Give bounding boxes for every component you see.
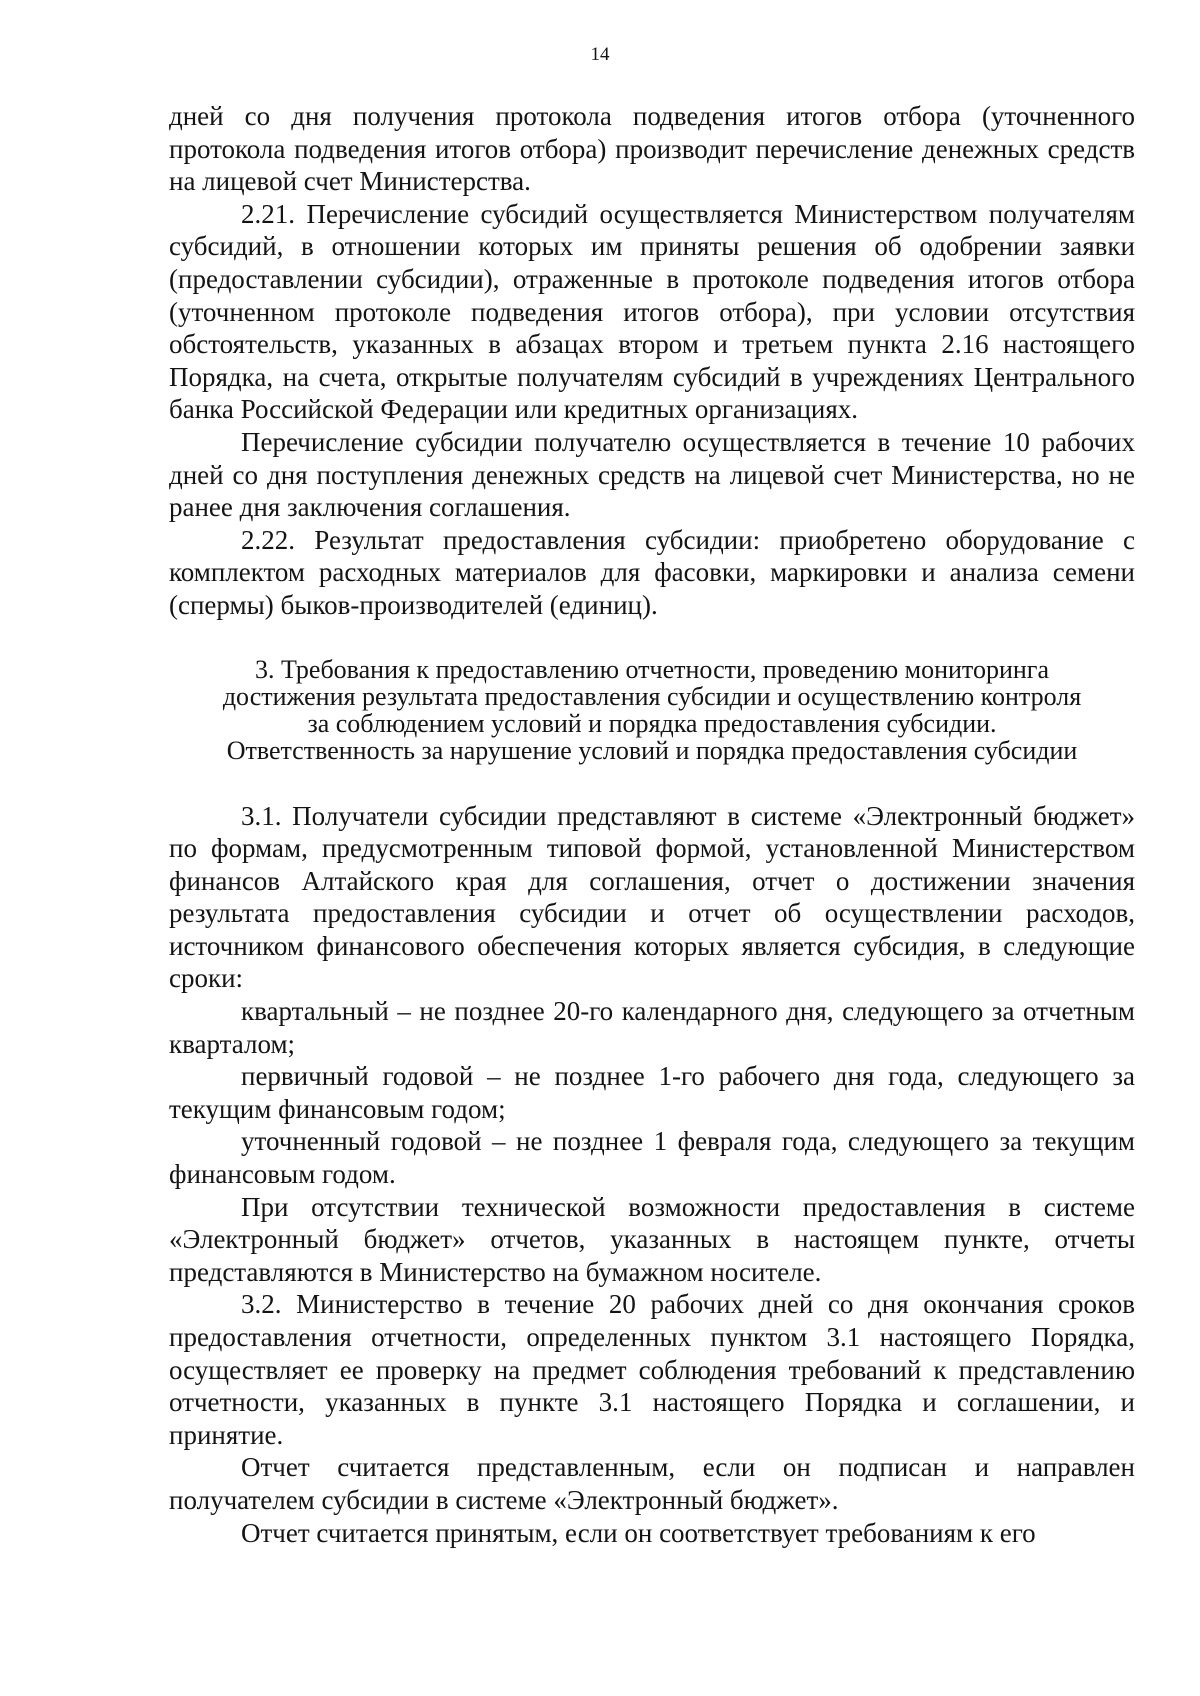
section-heading-line: достижения результата предоставления субсидии и осуществлению контроля (222, 681, 1082, 711)
paragraph: Отчет считается представленным, если он подписан и направлен получателем субсидии в системе «Электронный бюджет». (169, 1452, 1135, 1515)
list-item-primary-annual: первичный годовой – не позднее 1-го рабочего дня года, следующего за текущим финансовым годом; (169, 1061, 1135, 1124)
paragraph: Перечисление субсидии получателю осуществляется в течение 10 рабочих дней со дня поступления денежных средств на лицевой счет Министерства, но не ранее дня заключения соглашения. (169, 426, 1135, 523)
section-heading (169, 656, 1135, 764)
section-heading-line: Ответственность за нарушение условий и порядка предоставления субсидии (226, 735, 1078, 765)
paragraph-2-22: 2.22. Результат предоставления субсидии: приобретено оборудование с комплектом расходных материалов для фасовки, маркировки и анализа семени (спермы) быков-производителей (единиц). (169, 524, 1135, 620)
list-item-quarterly: квартальный – не позднее 20-го календарного дня, следующего за отчетным кварталом; (169, 996, 1135, 1059)
section-heading-line: за соблюдением условий и порядка предоставления субсидии. (307, 708, 997, 738)
paragraph: При отсутствии технической возможности предоставления в системе «Электронный бюджет» отчетов, указанных в настоящем пункте, отчеты представляются в Министерство на бумажном носителе. (169, 1191, 1135, 1287)
list-item-refined-annual: уточненный годовой – не позднее 1 февраля года, следующего за текущим финансовым годом. (169, 1126, 1135, 1190)
paragraph-2-21: 2.21. Перечисление субсидий осуществляется Министерством получателям субсидий, в отношении которых им приняты решения об одобрении заявки (предоставлении субсидии), отраженные в протоколе подведения итогов отбора (уточненном протоколе подведения итогов отбора), при условии отсутствия обстоятельств, указанных в абзацах втором и третьем пункта 2.16 настоящего Порядка, на счета, открытые получателям субсидий в учреждениях Центрального банка Российской Федерации или кредитных организациях. (169, 198, 1135, 425)
page-number: 14 (590, 44, 610, 65)
paragraph-3-2: 3.2. Министерство в течение 20 рабочих дней со дня окончания сроков предоставления отчетности, определенных пунктом 3.1 настоящего Порядка, осуществляет ее проверку на предмет соблюдения требований к представлению отчетности, указанных в пункте 3.1 настоящего Порядка и соглашении, и принятие. (169, 1289, 1135, 1450)
paragraph: дней со дня получения протокола подведения итогов отбора (уточненного протокола подведения итогов отбора) производит перечисление денежных средств на лицевой счет Министерства. (169, 101, 1135, 197)
document-body (169, 100, 1135, 1549)
paragraph-3-1: 3.1. Получатели субсидии представляют в системе «Электронный бюджет» по формам, предусмотренным типовой формой, установленной Министерством финансов Алтайского края для соглашения, отчет о достижении значения результата предоставления субсидии и отчет об осуществлении расходов, источником финансового обеспечения которых является субсидия, в следующие сроки: (169, 800, 1135, 994)
section-heading-line: 3. Требования к предоставлению отчетности, проведению мониторинга (255, 654, 1049, 684)
paragraph: Отчет считается принятым, если он соответствует требованиям к его (241, 1517, 1036, 1548)
